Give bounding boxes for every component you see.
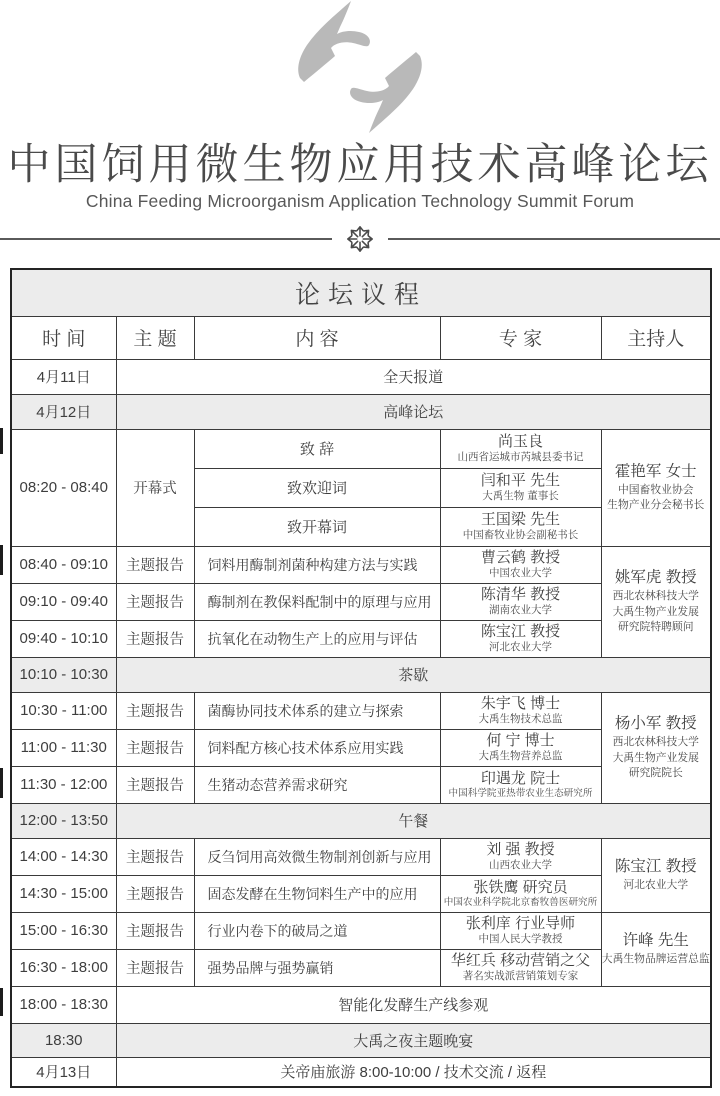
column-header-topic: 主 题: [116, 316, 194, 359]
expert-title: 山西农业大学: [489, 858, 552, 871]
row-opening-speech: [11, 429, 711, 468]
content-cell: 行业内卷下的破局之道: [194, 912, 440, 949]
time-cell: 4月13日: [11, 1057, 116, 1087]
topic-cell: 主题报告: [116, 546, 194, 583]
scan-artifact: [0, 988, 3, 1016]
expert-name: 张铁鹰 研究员: [473, 878, 568, 896]
time-cell: 10:30 - 11:00: [11, 692, 116, 729]
expert-title: 湖南农业大学: [489, 603, 552, 616]
row-report-1400: [11, 838, 711, 875]
row-agenda-title: [11, 269, 711, 316]
content-cell: 强势品牌与强势赢销: [194, 949, 440, 986]
content-cell: 致 辞: [194, 429, 440, 468]
divider-line-right: [388, 238, 720, 240]
expert-name: 华红兵 移动营销之父: [450, 951, 591, 969]
content-cell: 酶制剂在教保料配制中的原理与应用: [194, 583, 440, 620]
host-affiliation: 研究院院长: [628, 767, 683, 780]
expert-cell: [440, 507, 601, 546]
time-cell: 09:10 - 09:40: [11, 583, 116, 620]
time-cell: 08:40 - 09:10: [11, 546, 116, 583]
agenda-title: 论坛议程: [11, 269, 711, 316]
activity-cell: 茶歇: [116, 657, 711, 692]
host-affiliation: 中国畜牧业协会: [617, 483, 694, 496]
content-cell: 抗氧化在动物生产上的应用与评估: [194, 620, 440, 657]
time-cell: 15:00 - 16:30: [11, 912, 116, 949]
expert-title: 著名实战派营销策划专家: [462, 969, 579, 982]
activity-cell: 午餐: [116, 803, 711, 838]
host-affiliation: 生物产业分会秘书长: [607, 499, 705, 512]
company-logo-icon: [285, 0, 435, 134]
row-column-headers: [11, 316, 711, 359]
row-lunch: [11, 803, 711, 838]
host-cell: [601, 692, 711, 803]
time-cell: 10:10 - 10:30: [11, 657, 116, 692]
host-cell: [601, 912, 711, 986]
topic-cell: 开幕式: [116, 429, 194, 546]
expert-cell: [440, 583, 601, 620]
divider-line-left: [0, 238, 332, 240]
topic-cell: 主题报告: [116, 912, 194, 949]
expert-cell: [440, 838, 601, 875]
expert-cell: [440, 692, 601, 729]
expert-name: 陈清华 教授: [480, 585, 561, 603]
topic-cell: 主题报告: [116, 838, 194, 875]
expert-cell: [440, 875, 601, 912]
expert-title: 山西省运城市芮城县委书记: [457, 450, 584, 463]
host-name: 霍艳军 女士: [614, 463, 697, 481]
content-cell: 致开幕词: [194, 507, 440, 546]
expert-name: 陈宝江 教授: [480, 622, 561, 640]
scan-artifact: [0, 545, 3, 575]
expert-name: 朱宇飞 博士: [480, 694, 561, 712]
row-report-1030: [11, 692, 711, 729]
time-cell: 4月12日: [11, 394, 116, 429]
expert-title: 中国农业科学院北京畜牧兽医研究所: [443, 896, 598, 908]
topic-cell: 主题报告: [116, 875, 194, 912]
time-cell: 16:30 - 18:00: [11, 949, 116, 986]
activity-cell: 大禹之夜主题晚宴: [116, 1023, 711, 1057]
column-header-host: 主持人: [601, 316, 711, 359]
row-forum-day: [11, 394, 711, 429]
host-affiliation: 西北农林科技大学: [612, 589, 699, 602]
scan-artifact: [0, 428, 3, 454]
expert-cell: [440, 912, 601, 949]
host-affiliation: 大禹生物产业发展: [612, 605, 699, 618]
column-header-time: 时 间: [11, 316, 116, 359]
time-cell: 14:30 - 15:00: [11, 875, 116, 912]
column-header-content: 内 容: [194, 316, 440, 359]
host-name: 许峰 先生: [622, 932, 689, 950]
time-cell: 12:00 - 13:50: [11, 803, 116, 838]
host-affiliation: 河北农业大学: [623, 879, 689, 892]
column-header-expert: 专 家: [440, 316, 601, 359]
row-factory-visit: [11, 986, 711, 1023]
row-banquet: [11, 1023, 711, 1057]
time-cell: 18:30: [11, 1023, 116, 1057]
expert-cell: [440, 729, 601, 766]
expert-name: 尚玉良: [497, 432, 543, 450]
content-cell: 饲料用酶制剂菌种构建方法与实践: [194, 546, 440, 583]
content-cell: 生猪动态营养需求研究: [194, 766, 440, 803]
expert-name: 曹云鹤 教授: [480, 548, 561, 566]
activity-cell: 关帝庙旅游 8:00-10:00 / 技术交流 / 返程: [116, 1057, 711, 1087]
topic-cell: 主题报告: [116, 583, 194, 620]
host-name: 姚军虎 教授: [614, 569, 697, 587]
expert-title: 中国农业大学: [489, 566, 552, 579]
time-cell: 14:00 - 14:30: [11, 838, 116, 875]
expert-title: 中国科学院亚热带农业生态研究所: [448, 787, 593, 799]
content-cell: 反刍饲用高效微生物制剂创新与应用: [194, 838, 440, 875]
time-cell: 18:00 - 18:30: [11, 986, 116, 1023]
host-affiliation: 大禹生物产业发展: [612, 751, 699, 764]
activity-cell: 全天报道: [116, 359, 711, 394]
agenda-table: [10, 268, 712, 1088]
snowflake-icon: [345, 223, 375, 255]
expert-name: 王国梁 先生: [480, 510, 561, 528]
expert-cell: [440, 620, 601, 657]
row-tea-break: [11, 657, 711, 692]
ornament-divider: [0, 223, 720, 255]
expert-cell: [440, 429, 601, 468]
host-affiliation: 大禹生物品牌运营总监: [601, 953, 710, 966]
host-cell: [601, 546, 711, 657]
content-cell: 菌酶协同技术体系的建立与探索: [194, 692, 440, 729]
logo-area: [0, 0, 720, 139]
row-registration: [11, 359, 711, 394]
topic-cell: 主题报告: [116, 620, 194, 657]
host-affiliation: 西北农林科技大学: [612, 735, 699, 748]
content-cell: 饲料配方核心技术体系应用实践: [194, 729, 440, 766]
content-cell: 致欢迎词: [194, 468, 440, 507]
topic-cell: 主题报告: [116, 729, 194, 766]
expert-title: 大禹生物营养总监: [478, 749, 563, 762]
time-cell: 09:40 - 10:10: [11, 620, 116, 657]
row-tour-return: [11, 1057, 711, 1087]
expert-name: 何 宁 博士: [486, 731, 555, 749]
expert-name: 张利庠 行业导师: [465, 914, 576, 932]
expert-name: 刘 强 教授: [486, 840, 555, 858]
expert-name: 闫和平 先生: [480, 471, 561, 489]
expert-cell: [440, 949, 601, 986]
host-cell: [601, 838, 711, 912]
topic-cell: 主题报告: [116, 766, 194, 803]
host-cell: [601, 429, 711, 546]
row-report-0840: [11, 546, 711, 583]
time-cell: 11:30 - 12:00: [11, 766, 116, 803]
row-report-1500: [11, 912, 711, 949]
topic-cell: 主题报告: [116, 692, 194, 729]
scan-artifact: [0, 768, 3, 798]
host-name: 杨小军 教授: [614, 715, 697, 733]
expert-title: 中国人民大学教授: [478, 932, 563, 945]
time-cell: 08:20 - 08:40: [11, 429, 116, 546]
time-cell: 11:00 - 11:30: [11, 729, 116, 766]
page-title: 中国饲用微生物应用技术高峰论坛: [7, 141, 713, 189]
host-affiliation: 研究院特聘顾问: [617, 621, 694, 634]
expert-cell: [440, 468, 601, 507]
expert-title: 大禹生物技术总监: [478, 712, 563, 725]
expert-title: 中国畜牧业协会副秘书长: [462, 528, 579, 541]
expert-title: 河北农业大学: [489, 640, 552, 653]
expert-name: 印遇龙 院士: [480, 769, 561, 787]
topic-cell: 主题报告: [116, 949, 194, 986]
expert-cell: [440, 546, 601, 583]
page-subtitle: China Feeding Microorganism Application Technology Summit Forum: [85, 191, 635, 211]
activity-cell: 高峰论坛: [116, 394, 711, 429]
expert-title: 大禹生物 董事长: [482, 489, 559, 502]
expert-cell: [440, 766, 601, 803]
host-name: 陈宝江 教授: [614, 858, 697, 876]
activity-cell: 智能化发酵生产线参观: [116, 986, 711, 1023]
time-cell: 4月11日: [11, 359, 116, 394]
content-cell: 固态发酵在生物饲料生产中的应用: [194, 875, 440, 912]
